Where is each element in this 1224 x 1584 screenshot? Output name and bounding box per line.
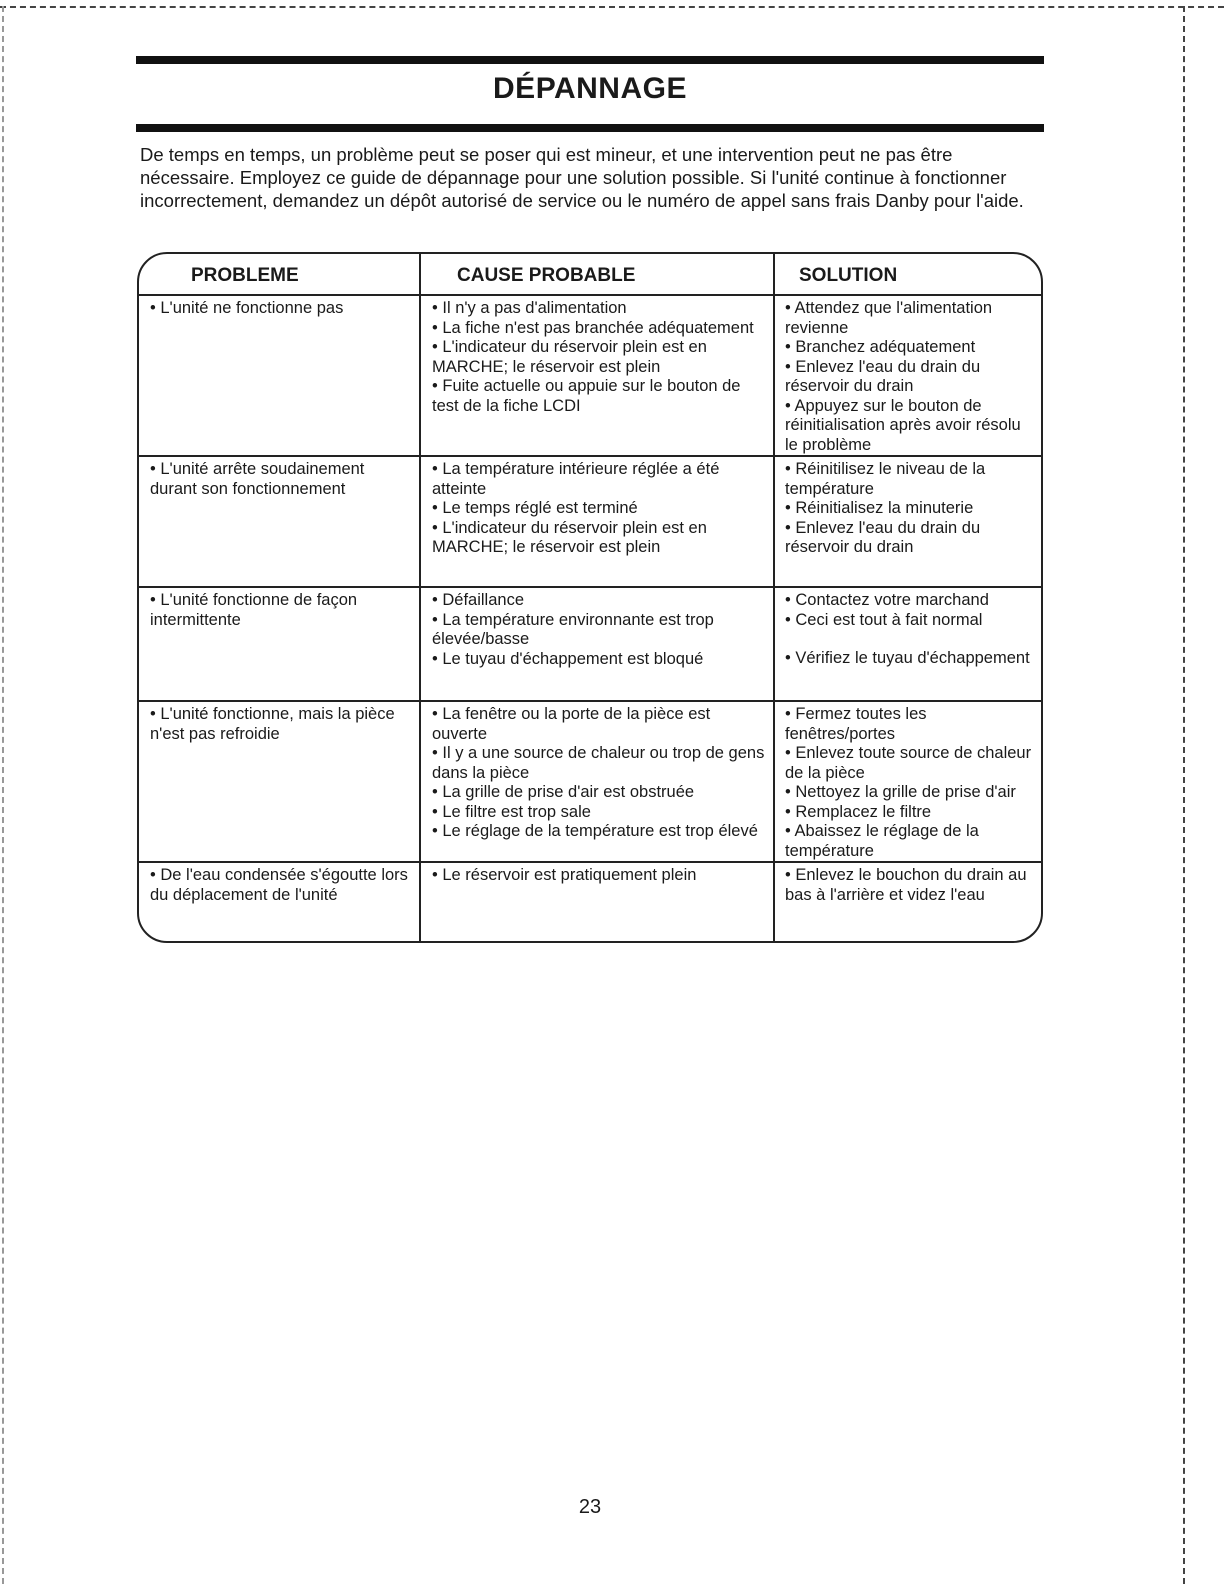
- solution-item: • Branchez adéquatement: [785, 338, 976, 356]
- solution-cell: [774, 701, 1043, 862]
- cause-item: • Fuite actuelle ou appuie sur le bouton de test de la fiche LCDI: [432, 377, 741, 415]
- title-rule-top: [136, 56, 1044, 64]
- solution-item: • Réinitialisez la minuterie: [785, 499, 974, 517]
- problem-cell: [139, 456, 420, 587]
- page-title: DÉPANNAGE: [493, 72, 687, 105]
- header-solution: SOLUTION: [774, 254, 1043, 295]
- cause-item: • Il n'y a pas d'alimentation: [432, 299, 627, 317]
- title-rule-bottom: [136, 124, 1044, 132]
- spacer: [785, 630, 1037, 649]
- cause-item: • Le temps réglé est terminé: [432, 499, 638, 517]
- table-row: [139, 456, 1043, 587]
- problem-item: • L'unité fonctionne, mais la pièce n'est pas refroidie: [150, 705, 395, 743]
- table-header-row: [139, 254, 1043, 295]
- solution-cell: [774, 862, 1043, 943]
- solution-cell: [774, 295, 1043, 456]
- table-row: [139, 701, 1043, 862]
- troubleshooting-table: [137, 252, 1043, 943]
- solution-item: • Ceci est tout à fait normal: [785, 610, 983, 629]
- table-row: [139, 587, 1043, 701]
- cause-item: • La fenêtre ou la porte de la pièce est ouverte: [432, 705, 711, 743]
- solution-item: • Attendez que l'alimentation revienne: [785, 299, 993, 337]
- problem-item: • De l'eau condensée s'égoutte lors du déplacement de l'unité: [150, 866, 408, 904]
- cause-item: • La température environnante est trop élevée/basse: [432, 610, 714, 648]
- cause-cell: [420, 295, 774, 456]
- cause-cell: [420, 701, 774, 862]
- intro-paragraph: De temps en temps, un problème peut se poser qui est mineur, et une intervention peut ne pas être nécessaire. Employez ce guide de dépannage pour une solution possible. Si l'unité continue à fonctionner incorrectement, demandez un dépôt autorisé de service ou le numéro de appel sans frais Danby pour l'aide.: [140, 144, 1024, 211]
- solution-item: • Abaissez le réglage de la température: [785, 822, 979, 860]
- cause-item: • Le réglage de la température est trop élevé: [432, 822, 758, 840]
- cause-item: • Défaillance: [432, 591, 524, 609]
- cause-item: • La grille de prise d'air est obstruée: [432, 783, 695, 801]
- problem-cell: [139, 295, 420, 456]
- cut-line-right: [1183, 6, 1185, 1584]
- solution-item: • Appuyez sur le bouton de réinitialisation après avoir résolu le problème: [785, 396, 1021, 454]
- header-problem: PROBLEME: [139, 254, 420, 295]
- problem-item: • L'unité arrête soudainement durant son fonctionnement: [150, 460, 365, 498]
- problem-cell: [139, 587, 420, 701]
- solution-cell: [774, 456, 1043, 587]
- solution-item: • Nettoyez la grille de prise d'air: [785, 783, 1016, 801]
- solution-item: • Enlevez l'eau du drain du réservoir du drain: [785, 518, 981, 556]
- solution-item: • Remplacez le filtre: [785, 802, 932, 821]
- solution-item: • Réinitilisez le niveau de la température: [785, 460, 986, 498]
- cause-item: • Le tuyau d'échappement est bloqué: [432, 649, 704, 668]
- solution-item: • Fermez toutes les fenêtres/portes: [785, 705, 927, 743]
- solution-item: • Enlevez l'eau du drain du réservoir du drain: [785, 357, 981, 395]
- cause-item: • L'indicateur du réservoir plein est en MARCHE; le réservoir est plein: [432, 338, 707, 376]
- problem-cell: [139, 701, 420, 862]
- solution-item: • Contactez votre marchand: [785, 591, 989, 609]
- solution-item: • Vérifiez le tuyau d'échappement: [785, 649, 1030, 667]
- cause-cell: [420, 862, 774, 943]
- page-number: 23: [578, 1496, 602, 1518]
- table-row: [139, 295, 1043, 456]
- solution-cell: [774, 587, 1043, 701]
- cause-item: • Le filtre est trop sale: [432, 802, 591, 821]
- cause-cell: [420, 456, 774, 587]
- solution-item: • Enlevez toute source de chaleur de la pièce: [785, 744, 1032, 782]
- cause-item: • Le réservoir est pratiquement plein: [432, 866, 697, 884]
- table-row: [139, 862, 1043, 943]
- solution-item: • Enlevez le bouchon du drain au bas à l'arrière et videz l'eau: [785, 866, 1027, 904]
- cut-line-left: [2, 6, 4, 1584]
- problem-item: • L'unité fonctionne de façon intermittente: [150, 591, 358, 629]
- cause-item: • Il y a une source de chaleur ou trop de gens dans la pièce: [432, 744, 765, 782]
- cause-cell: [420, 587, 774, 701]
- cause-item: • La température intérieure réglée a été atteinte: [432, 460, 720, 498]
- cut-line-top: [0, 6, 1224, 8]
- cause-item: • La fiche n'est pas branchée adéquatement: [432, 318, 754, 337]
- problem-item: • L'unité ne fonctionne pas: [150, 299, 344, 317]
- problem-cell: [139, 862, 420, 943]
- header-cause: CAUSE PROBABLE: [420, 254, 774, 295]
- cause-item: • L'indicateur du réservoir plein est en MARCHE; le réservoir est plein: [432, 518, 707, 556]
